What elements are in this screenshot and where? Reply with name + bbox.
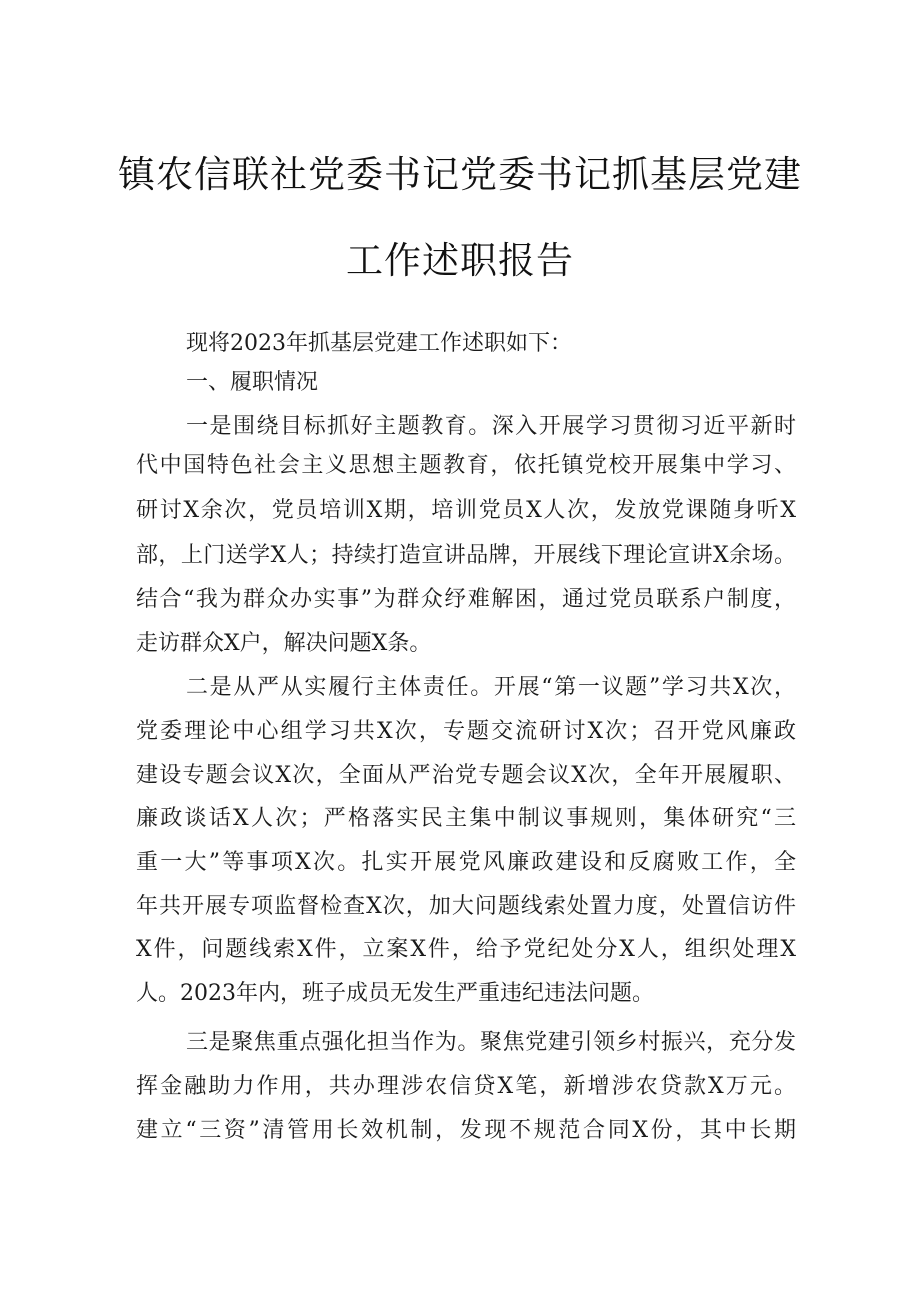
paragraph1-line-2: 代中国特色社会主义思想主题教育，依托镇党校开展集中学习、 [136,453,796,478]
paragraph3-line-2: 挥金融助力作用，共办理涉农信贷X笔，新增涉农贷款X万元。 [136,1074,796,1099]
paragraph2-line-8: 人。2023年内，班子成员无发生严重违纪违法问题。 [136,981,654,1006]
paragraph3-line-3: 建立“三资”清管用长效机制，发现不规范合同X份，其中长期 [136,1118,796,1143]
document-title-line-1: 镇农信联社党委书记党委书记抓基层党建 [118,153,802,196]
paragraph2-line-3: 建设专题会议X次，全面从严治党专题会议X次，全年开展履职、 [136,763,796,788]
paragraph2-line-1: 二是从严从实履行主体责任。开展“第一议题”学习共X次， [186,675,796,700]
paragraph2-line-7: X件，问题线索X件，立案X件，给予党纪处分X人，组织处理X [136,937,796,962]
paragraph3-line-1: 三是聚焦重点强化担当作为。聚焦党建引领乡村振兴，充分发 [186,1030,796,1055]
paragraph1-line-5: 结合“我为群众办实事”为群众纾难解困，通过党员联系户制度， [136,587,796,612]
paragraph2-line-6: 年共开展专项监督检查X次，加大问题线索处置力度，处置信访件 [136,894,796,919]
paragraph2-line-5: 重一大”等事项X次。扎实开展党风廉政建设和反腐败工作，全 [136,850,796,875]
intro-text: 现将2023年抓基层党建工作述职如下： [186,331,572,356]
paragraph2-line-2: 党委理论中心组学习共X次，专题交流研讨X次；召开党风廉政 [136,719,796,744]
paragraph1-line-6: 走访群众X户，解决问题X条。 [136,631,432,656]
paragraph1-line-1: 一是围绕目标抓好主题教育。深入开展学习贯彻习近平新时 [186,414,796,439]
section-heading: 一、履职情况 [186,370,319,395]
document-title-line-2: 工作述职报告 [346,239,574,282]
paragraph2-line-4: 廉政谈话X人次；严格落实民主集中制议事规则，集体研究“三 [136,806,796,831]
paragraph1-line-4: 部，上门送学X人；持续打造宣讲品牌，开展线下理论宣讲X余场。 [136,543,796,568]
paragraph1-line-3: 研讨X余次，党员培训X期，培训党员X人次，发放党课随身听X [136,498,796,523]
